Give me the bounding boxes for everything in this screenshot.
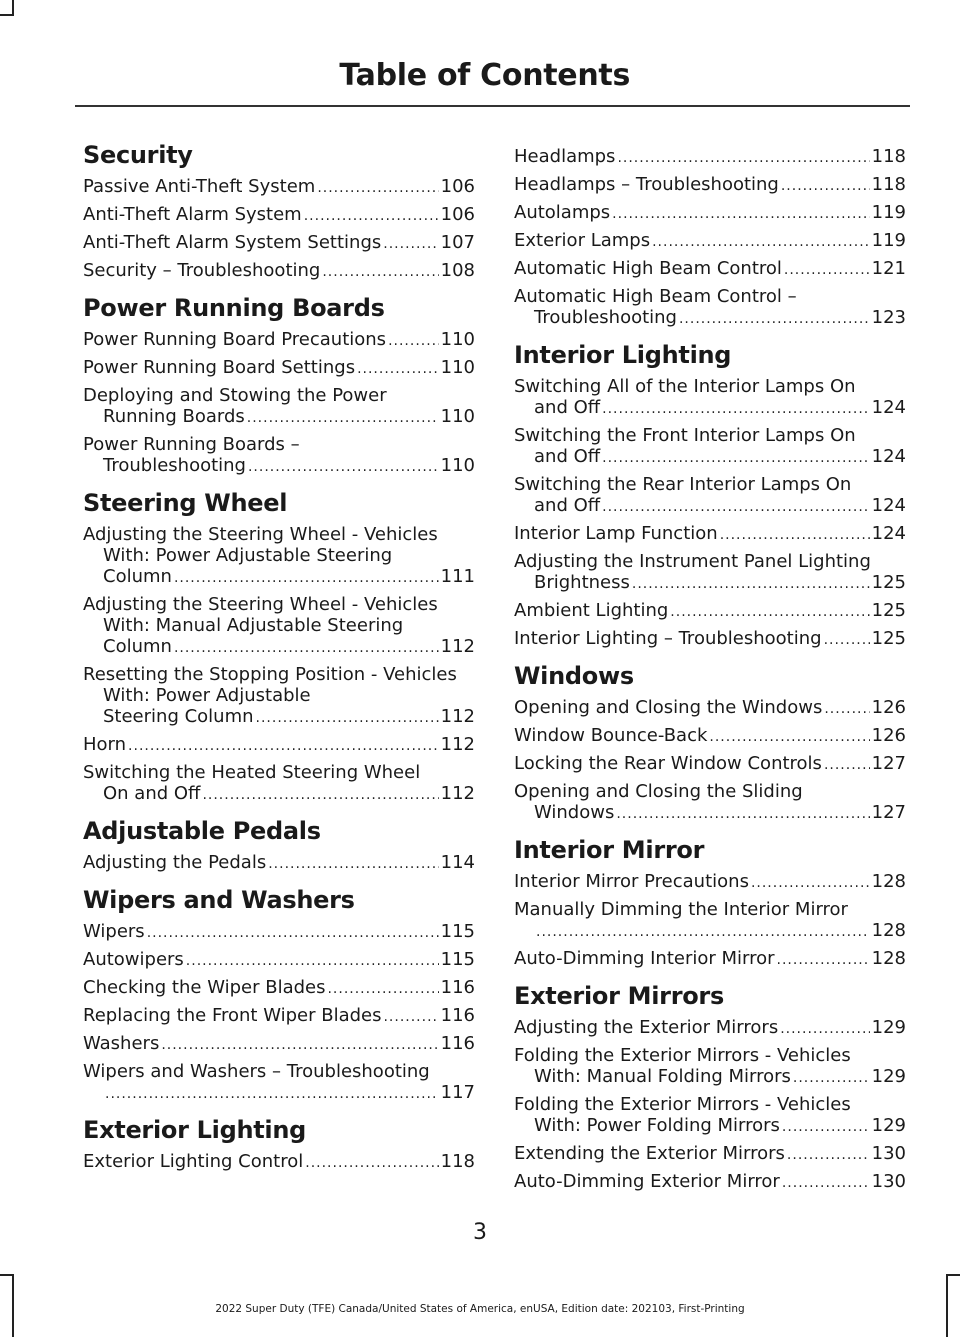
toc-entry-title-continued: Troubleshooting: [534, 307, 677, 328]
dot-leader: [388, 329, 439, 352]
page-number: 3: [473, 1220, 487, 1245]
dot-leader: [305, 1151, 438, 1174]
toc-entry[interactable]: [83, 385, 475, 429]
toc-entry-title: Washers: [83, 1033, 160, 1054]
toc-entry[interactable]: [83, 329, 475, 352]
toc-entry[interactable]: [83, 260, 475, 283]
toc-entry[interactable]: [514, 899, 906, 943]
toc-entry[interactable]: [514, 523, 906, 546]
toc-entry-page: 106: [440, 176, 475, 197]
section-heading: Interior Lighting: [514, 341, 732, 369]
toc-entry[interactable]: [83, 1151, 475, 1174]
dot-leader: [782, 1171, 870, 1194]
dot-leader: [602, 397, 869, 420]
toc-entry-page: 124: [871, 523, 906, 544]
toc-section: [514, 835, 906, 971]
dot-leader: [793, 1066, 870, 1089]
toc-entry[interactable]: [514, 1171, 906, 1194]
toc-entry-title: Manually Dimming the Interior Mirror: [514, 899, 848, 920]
toc-entry-page: 119: [871, 202, 906, 223]
toc-entry-page: 118: [440, 1151, 475, 1172]
crop-mark: [946, 1274, 960, 1276]
toc-entry[interactable]: [83, 232, 475, 255]
toc-entry[interactable]: [514, 871, 906, 894]
toc-entry-title: Resetting the Stopping Position - Vehicles With: Power Adjustable: [83, 664, 457, 706]
toc-entry-title: Automatic High Beam Control –: [514, 286, 797, 307]
toc-entry-title: Folding the Exterior Mirrors - Vehicles: [514, 1094, 851, 1115]
toc-section: [83, 488, 475, 806]
dot-leader: [383, 232, 438, 255]
toc-entry-title: Adjusting the Steering Wheel - Vehicles With: Manual Adjustable Steering: [83, 594, 438, 636]
dot-leader: [174, 636, 439, 659]
toc-entry[interactable]: [514, 146, 906, 169]
dot-leader: [256, 706, 439, 729]
toc-entry-title: Switching the Heated Steering Wheel: [83, 762, 421, 783]
toc-entry[interactable]: [514, 286, 906, 330]
toc-section: [83, 1115, 475, 1174]
dot-leader: [617, 146, 869, 169]
toc-entry-page: 123: [871, 307, 906, 328]
toc-entry[interactable]: [83, 921, 475, 944]
dot-leader: [304, 204, 439, 227]
toc-entry-title: Adjusting the Steering Wheel - Vehicles With: Power Adjustable Steering: [83, 524, 438, 566]
toc-entry-page: 121: [871, 258, 906, 279]
dot-leader: [268, 852, 438, 875]
toc-entry-page: 130: [871, 1143, 906, 1164]
toc-entry-title-continued: Troubleshooting: [103, 455, 246, 476]
toc-entry-page: 128: [871, 948, 906, 969]
toc-entry[interactable]: [514, 425, 906, 469]
toc-entry-page: 125: [871, 628, 906, 649]
toc-entry-title: Interior Mirror Precautions: [514, 871, 749, 892]
toc-entry-page: 127: [871, 753, 906, 774]
dot-leader: [317, 176, 438, 199]
toc-entry-page: 112: [440, 706, 475, 727]
dot-leader: [357, 357, 439, 380]
toc-entry-page: 115: [440, 949, 475, 970]
toc-entry[interactable]: [83, 176, 475, 199]
toc-entry-title: Wipers: [83, 921, 145, 942]
toc-entry-title-continued: With: Power Folding Mirrors: [534, 1115, 780, 1136]
dot-leader: [186, 949, 439, 972]
toc-entry[interactable]: [83, 949, 475, 972]
toc-entry[interactable]: [514, 1094, 906, 1138]
dot-leader: [602, 495, 869, 518]
dot-leader: [383, 1005, 438, 1028]
toc-section: [83, 140, 475, 283]
toc-entry[interactable]: [514, 600, 906, 623]
toc-entry-page: 116: [440, 977, 475, 998]
dot-leader: [782, 1115, 870, 1138]
toc-entry-page: 108: [440, 260, 475, 281]
toc-entry-title: Exterior Lighting Control: [83, 1151, 304, 1172]
toc-entry-title: Interior Lighting – Troubleshooting: [514, 628, 822, 649]
section-heading: Interior Mirror: [514, 836, 705, 864]
toc-section: [83, 293, 475, 478]
dot-leader: [128, 734, 439, 757]
toc-entry-title: Checking the Wiper Blades: [83, 977, 326, 998]
toc-entry-title-continued: With: Manual Folding Mirrors: [534, 1066, 791, 1087]
toc-entry[interactable]: [514, 948, 906, 971]
toc-entry-title: Auto-Dimming Exterior Mirror: [514, 1171, 780, 1192]
toc-entry-title: Power Running Board Settings: [83, 357, 356, 378]
toc-entry-title: Adjusting the Exterior Mirrors: [514, 1017, 779, 1038]
toc-entry-page: 118: [871, 146, 906, 167]
toc-entry-page: 110: [440, 406, 475, 427]
dot-leader: [616, 802, 869, 825]
toc-entry-title: Window Bounce-Back: [514, 725, 708, 746]
section-heading: Power Running Boards: [83, 294, 385, 322]
toc-entry[interactable]: [83, 664, 475, 729]
toc-entry-title: Extending the Exterior Mirrors: [514, 1143, 785, 1164]
dot-leader: [161, 1033, 438, 1056]
toc-entry-title: Switching the Front Interior Lamps On: [514, 425, 856, 446]
toc-entry-page: 127: [871, 802, 906, 823]
toc-entry-title: Automatic High Beam Control: [514, 258, 782, 279]
toc-entry-page: 110: [440, 329, 475, 350]
toc-entry-page: 117: [440, 1082, 475, 1103]
toc-entry-page: 129: [871, 1066, 906, 1087]
toc-entry-title: Power Running Boards –: [83, 434, 300, 455]
toc-entry-title: Autolamps: [514, 202, 611, 223]
section-heading: Wipers and Washers: [83, 886, 355, 914]
toc-entry-page: 119: [871, 230, 906, 251]
toc-entry-title: Interior Lamp Function: [514, 523, 718, 544]
dot-leader: [824, 628, 870, 651]
toc-entry-title-continued: Running Boards: [103, 406, 245, 427]
toc-entry-page: 112: [440, 734, 475, 755]
dot-leader: [824, 697, 869, 720]
dot-leader: [652, 230, 870, 253]
dot-leader: [679, 307, 870, 330]
toc-entry[interactable]: [83, 734, 475, 757]
toc-entry-page: 111: [440, 566, 475, 587]
toc-entry[interactable]: [514, 258, 906, 281]
dot-leader: [777, 948, 870, 971]
toc-section: [514, 146, 906, 330]
toc-entry[interactable]: [514, 202, 906, 225]
toc-entry[interactable]: [514, 1017, 906, 1040]
toc-entry-page: 106: [440, 204, 475, 225]
toc-entry-title-continued: Column: [103, 566, 172, 587]
section-heading: Exterior Mirrors: [514, 982, 724, 1010]
toc-entry-page: 110: [440, 357, 475, 378]
header-divider: [75, 105, 910, 107]
section-heading: Exterior Lighting: [83, 1116, 307, 1144]
toc-entry-title: Auto-Dimming Interior Mirror: [514, 948, 775, 969]
toc-entry-title: Switching All of the Interior Lamps On: [514, 376, 856, 397]
toc-entry-page: 116: [440, 1005, 475, 1026]
toc-section: [514, 981, 906, 1194]
toc-entry-page: 115: [440, 921, 475, 942]
toc-entry-page: 118: [871, 174, 906, 195]
dot-leader: [536, 920, 870, 943]
toc-entry-page: 125: [871, 600, 906, 621]
toc-entry-page: 130: [871, 1171, 906, 1192]
toc-entry[interactable]: [514, 1143, 906, 1166]
toc-entry-title: Autowipers: [83, 949, 184, 970]
dot-leader: [202, 783, 438, 806]
dot-leader: [824, 753, 870, 776]
toc-entry[interactable]: [514, 697, 906, 720]
toc-entry-title: Folding the Exterior Mirrors - Vehicles: [514, 1045, 851, 1066]
toc-section: [514, 661, 906, 825]
toc-entry[interactable]: [514, 628, 906, 651]
toc-entry-title-continued: On and Off: [103, 783, 201, 804]
crop-mark: [0, 14, 14, 16]
toc-entry-title: Adjusting the Instrument Panel Lighting: [514, 551, 871, 572]
dot-leader: [147, 921, 439, 944]
toc-entry-page: 110: [440, 455, 475, 476]
toc-entry-page: 125: [871, 572, 906, 593]
dot-leader: [327, 977, 438, 1000]
toc-entry-page: 128: [871, 920, 906, 941]
toc-entry-title: Horn: [83, 734, 127, 755]
toc-entry-title: Adjusting the Pedals: [83, 852, 267, 873]
toc-entry-page: 114: [440, 852, 475, 873]
dot-leader: [322, 260, 438, 283]
toc-entry-title-continued: Steering Column: [103, 706, 254, 727]
toc-entry-title: Exterior Lamps: [514, 230, 651, 251]
toc-entry-title: Ambient Lighting: [514, 600, 669, 621]
toc-entry-page: 124: [871, 446, 906, 467]
toc-entry[interactable]: [514, 753, 906, 776]
toc-entry-page: 129: [871, 1115, 906, 1136]
toc-entry[interactable]: [514, 376, 906, 420]
toc-entry-title: Anti-Theft Alarm System Settings: [83, 232, 382, 253]
toc-entry[interactable]: [514, 1045, 906, 1089]
toc-entry-page: 112: [440, 636, 475, 657]
dot-leader: [780, 1017, 869, 1040]
dot-leader: [632, 572, 870, 595]
toc-entry-title: Locking the Rear Window Controls: [514, 753, 822, 774]
toc-entry-title-continued: and Off: [534, 495, 601, 516]
toc-entry[interactable]: [83, 434, 475, 478]
toc-entry[interactable]: [83, 594, 475, 659]
toc-entry[interactable]: [83, 977, 475, 1000]
toc-entry[interactable]: [83, 1033, 475, 1056]
toc-right-column: [514, 146, 906, 1204]
dot-leader: [174, 566, 439, 589]
dot-leader: [709, 725, 869, 748]
toc-entry-page: 128: [871, 871, 906, 892]
dot-leader: [787, 1143, 870, 1166]
toc-entry-page: 112: [440, 783, 475, 804]
toc-entry-title: Opening and Closing the Windows: [514, 697, 823, 718]
toc-section: [83, 816, 475, 875]
toc-entry[interactable]: [83, 762, 475, 806]
toc-entry[interactable]: [514, 725, 906, 748]
toc-section: [514, 340, 906, 651]
toc-entry[interactable]: [514, 474, 906, 518]
section-heading: Steering Wheel: [83, 489, 288, 517]
toc-entry-title: Anti-Theft Alarm System: [83, 204, 302, 225]
toc-entry[interactable]: [514, 781, 906, 825]
toc-entry[interactable]: [83, 524, 475, 589]
dot-leader: [784, 258, 870, 281]
toc-entry-page: 124: [871, 495, 906, 516]
toc-entry[interactable]: [83, 357, 475, 380]
toc-entry-title: Replacing the Front Wiper Blades: [83, 1005, 382, 1026]
toc-entry-title-continued: and Off: [534, 397, 601, 418]
dot-leader: [248, 455, 439, 478]
toc-entry[interactable]: [83, 852, 475, 875]
toc-entry-title: Passive Anti-Theft System: [83, 176, 316, 197]
dot-leader: [105, 1082, 439, 1105]
toc-entry[interactable]: [514, 230, 906, 253]
dot-leader: [751, 871, 870, 894]
toc-entry-page: 129: [871, 1017, 906, 1038]
dot-leader: [602, 446, 869, 469]
toc-entry-page: 126: [871, 697, 906, 718]
toc-entry-page: 126: [871, 725, 906, 746]
toc-entry-title: Switching the Rear Interior Lamps On: [514, 474, 852, 495]
toc-section: [83, 885, 475, 1105]
section-heading: Adjustable Pedals: [83, 817, 321, 845]
toc-left-column: [83, 140, 475, 1184]
toc-entry-page: 116: [440, 1033, 475, 1054]
toc-entry[interactable]: [83, 204, 475, 227]
toc-entry-title: Headlamps: [514, 146, 616, 167]
toc-entry[interactable]: [83, 1005, 475, 1028]
toc-entry-title: Opening and Closing the Sliding: [514, 781, 803, 802]
toc-entry-title-continued: Brightness: [534, 572, 630, 593]
toc-entry-title: Wipers and Washers – Troubleshooting: [83, 1061, 430, 1082]
dot-leader: [612, 202, 869, 225]
toc-entry[interactable]: [514, 551, 906, 595]
toc-entry-page: 124: [871, 397, 906, 418]
toc-entry-page: 107: [440, 232, 475, 253]
dot-leader: [720, 523, 870, 546]
crop-mark: [12, 0, 14, 14]
toc-entry[interactable]: [83, 1061, 475, 1105]
toc-entry-title: Deploying and Stowing the Power: [83, 385, 387, 406]
toc-entry-title-continued: and Off: [534, 446, 601, 467]
dot-leader: [670, 600, 869, 623]
section-heading: Security: [83, 141, 193, 169]
section-heading: Windows: [514, 662, 634, 690]
toc-entry[interactable]: [514, 174, 906, 197]
page-footer: 2022 Super Duty (TFE) Canada/United States of America, enUSA, Edition date: 202103, First-Printing: [215, 1303, 745, 1315]
toc-entry-title: Security – Troubleshooting: [83, 260, 321, 281]
toc-entry-title: Headlamps – Troubleshooting: [514, 174, 779, 195]
crop-mark: [0, 1274, 14, 1276]
dot-leader: [247, 406, 439, 429]
toc-entry-title-continued: Windows: [534, 802, 615, 823]
toc-entry-title-continued: Column: [103, 636, 172, 657]
page-title: Table of Contents: [339, 58, 630, 93]
dot-leader: [781, 174, 870, 197]
toc-entry-title: Power Running Board Precautions: [83, 329, 387, 350]
